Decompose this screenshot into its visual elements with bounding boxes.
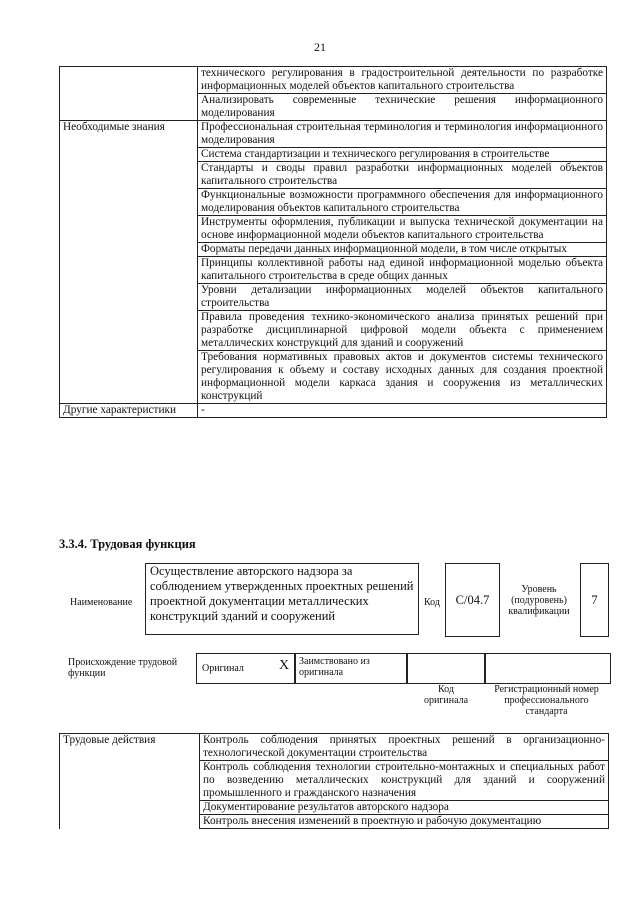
level-box: 7: [580, 563, 609, 637]
borrowed-box: [294, 653, 408, 684]
reg-label: Регистрационный номер профессионального стандарта: [494, 684, 599, 717]
table-row: Профессиональная строительная терминология и терминология информационного моделирования: [198, 121, 607, 148]
table-row: Контроль внесения изменений в проектную и рабочую документацию: [200, 815, 609, 829]
level-label: Уровень (подуровень) квалификации: [508, 584, 570, 617]
table-row: Анализировать современные технические решения информационного моделирования: [198, 94, 607, 121]
table-row: Инструменты оформления, публикации и выпуска технической документации на основе информационной модели объектов капитального строительства: [198, 216, 607, 243]
code-label: Код: [424, 597, 440, 608]
table-row: Функциональные возможности программного обеспечения для информационного моделирования объектов капитального строительства: [198, 189, 607, 216]
knowledge-table: [59, 66, 607, 418]
code-orig-label: Код оригинала: [423, 684, 469, 706]
code-original-box: [406, 653, 486, 684]
original-box: [196, 653, 296, 684]
page-number: 21: [314, 40, 326, 54]
label-cell-empty: [60, 67, 198, 94]
original-mark: X: [279, 658, 290, 673]
table-row: Система стандартизации и технического регулирования в строительстве: [198, 148, 607, 162]
knowledge-label: Необходимые знания: [60, 121, 198, 148]
table-row: Документирование результатов авторского надзора: [200, 801, 609, 815]
table-row: Стандарты и своды правил разработки информационных моделей объектов капитального строительства: [198, 162, 607, 189]
table-row: Форматы передачи данных информационной модели, в том числе открытых: [198, 243, 607, 257]
table-row: Контроль соблюдения технологии строительно-монтажных и специальных работ по возведению металлических конструкций для зданий и сооружений промышленного и гражданского назначения: [200, 761, 609, 801]
original-label: Оригинал: [202, 663, 244, 674]
table-row: Принципы коллективной работы над единой информационной моделью объекта капитального строительства в среде общих данных: [198, 257, 607, 284]
actions-label: Трудовые действия: [60, 734, 200, 761]
table-row: Требования нормативных правовых актов и документов системы технического регулирования к объему и составу исходных данных для создания проектной информационной модели каркаса здания и сооружения из металлических конструкций: [198, 351, 607, 404]
section-heading: 3.3.4. Трудовая функция: [59, 537, 196, 551]
actions-table: [59, 733, 609, 829]
other-label: Другие характеристики: [60, 404, 198, 418]
table-row: Контроль соблюдения принятых проектных решений в организационно-технологической документации строительства: [200, 734, 609, 761]
other-value: -: [198, 404, 607, 418]
reg-number-box: [484, 653, 611, 684]
table-row: Уровни детализации информационных моделей объектов капитального строительства: [198, 284, 607, 311]
borrowed-label: Заимствовано из оригинала: [299, 656, 370, 678]
function-name-box: Осуществление авторского надзора за соблюдением утвержденных проектных решений проектной документации металлических конструкций зданий и сооружений: [145, 563, 419, 635]
function-code-box: C/04.7: [445, 563, 500, 637]
table-row: Правила проведения технико-экономического анализа принятых решений при разработке дисциплинарной цифровой модели объекта с применением металлических конструкций для зданий и сооружений: [198, 311, 607, 351]
origin-label: Происхождение трудовой функции: [68, 657, 178, 679]
name-label: Наименование: [70, 597, 133, 608]
table-row: технического регулирования в градостроительной деятельности по разработке информационных моделей объектов капитального строительства: [198, 67, 607, 94]
